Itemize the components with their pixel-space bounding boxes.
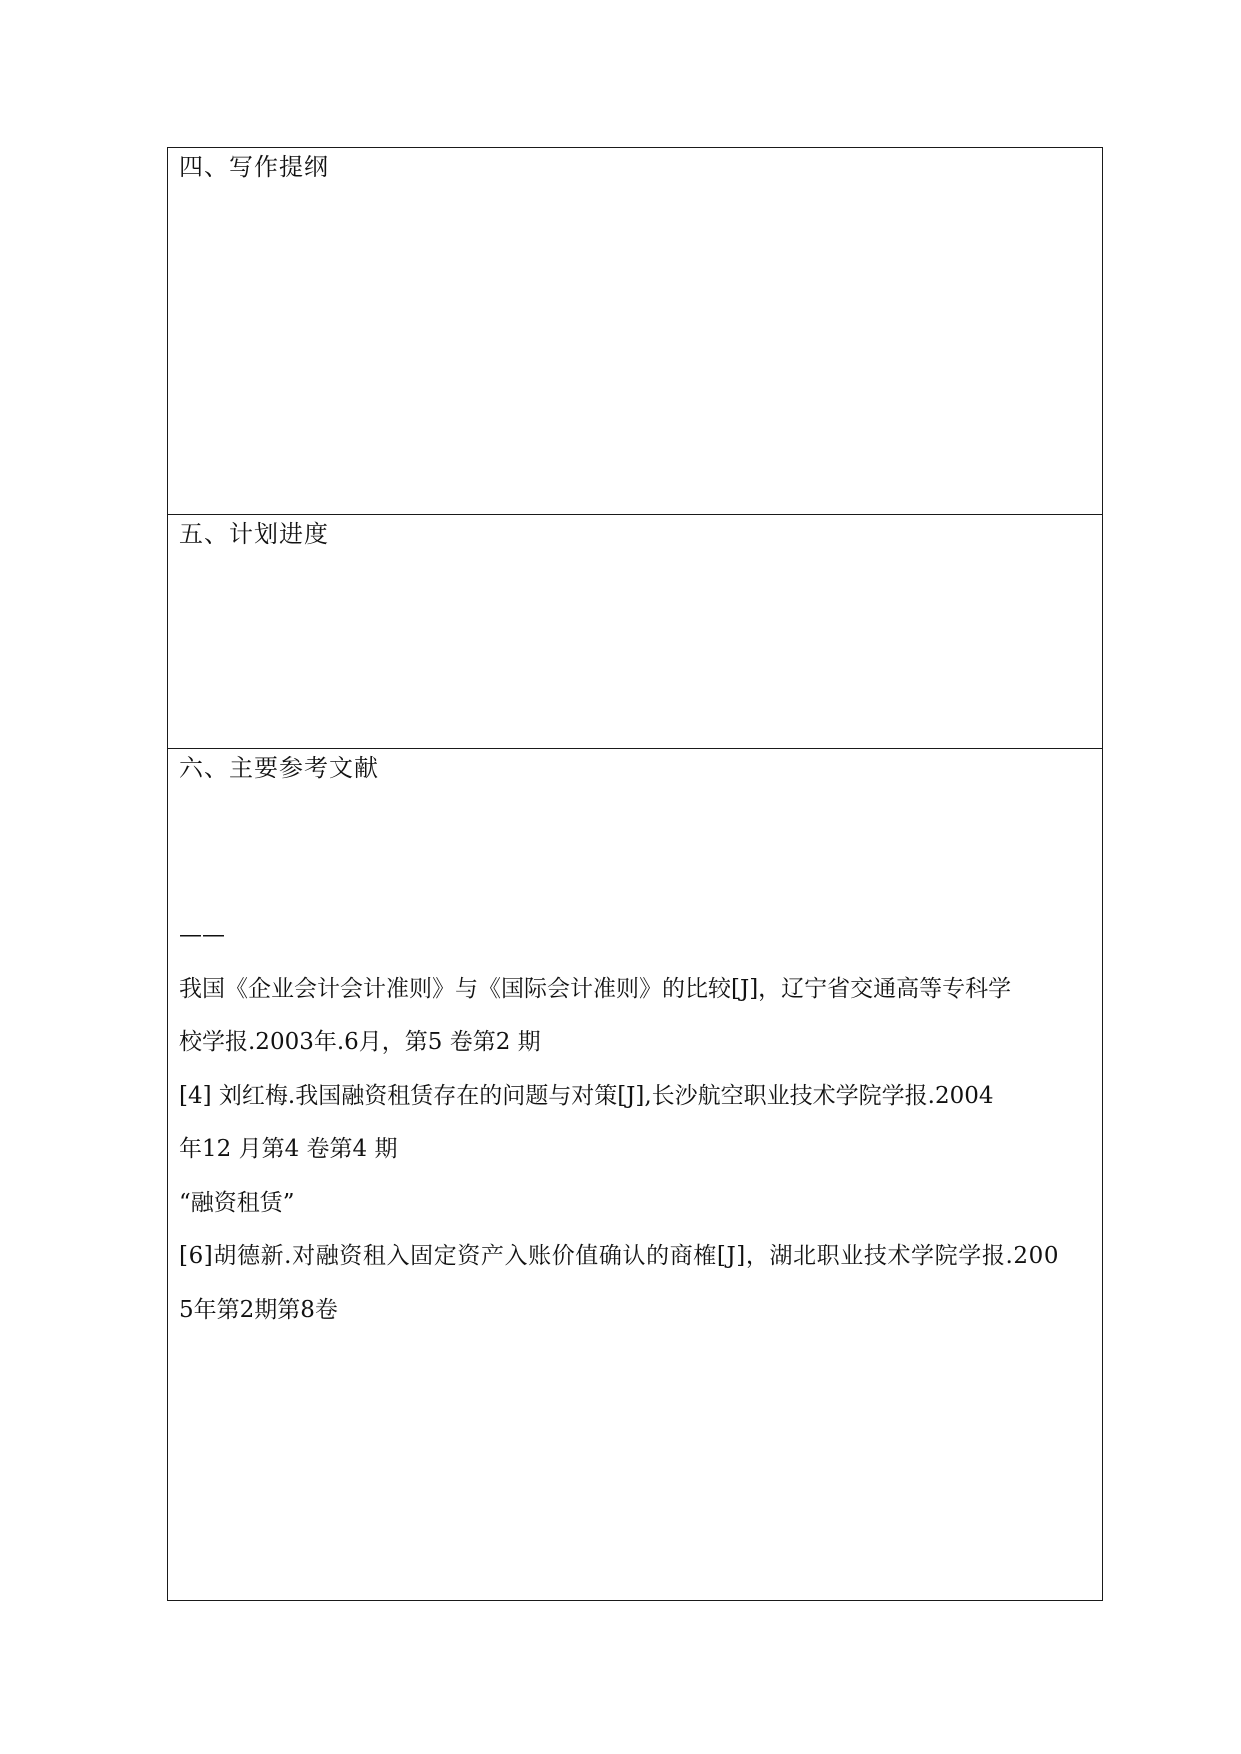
reference-line: —— bbox=[179, 922, 225, 948]
reference-line: 5年第2期第8卷 bbox=[179, 1296, 338, 1323]
reference-line: 校学报.2003年.6月，第5 卷第2 期 bbox=[179, 1029, 541, 1055]
proposal-form-table bbox=[167, 147, 1103, 1601]
references-section bbox=[168, 748, 1102, 1600]
references-heading: 六、主要参考文献 bbox=[179, 754, 379, 782]
reference-line: [6]胡德新.对融资租入固定资产入账价值确认的商榷[J]，湖北职业技术学院学报.200 bbox=[179, 1243, 1060, 1269]
reference-line: [4] 刘红梅.我国融资租赁存在的问题与对策[J],长沙航空职业技术学院学报.2004 bbox=[179, 1082, 994, 1109]
plan-schedule-heading: 五、计划进度 bbox=[179, 520, 329, 548]
reference-line: “融资租赁” bbox=[179, 1189, 295, 1216]
plan-schedule-section bbox=[168, 514, 1102, 748]
reference-list bbox=[179, 909, 1092, 1337]
writing-outline-section bbox=[168, 148, 1102, 514]
reference-line: 我国《企业会计会计准则》与《国际会计准则》的比较[J]，辽宁省交通高等专科学 bbox=[179, 975, 1012, 1002]
reference-line: 年12 月第4 卷第4 期 bbox=[179, 1136, 398, 1162]
writing-outline-heading: 四、写作提纲 bbox=[179, 153, 329, 181]
